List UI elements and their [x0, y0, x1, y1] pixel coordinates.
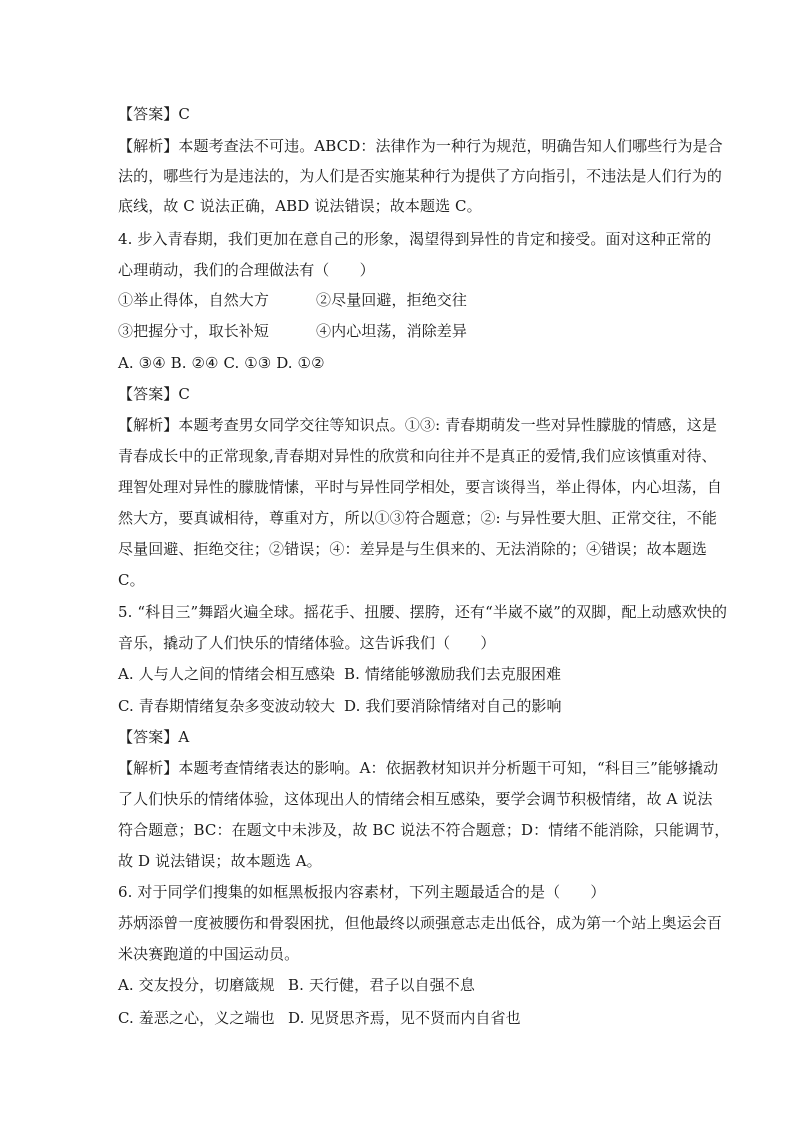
option-item: ④内心坦荡，消除差异: [316, 322, 468, 340]
answer-line: 【答案】A: [118, 728, 190, 746]
option-item: ①举止得体，自然大方: [118, 291, 270, 309]
question-stem: 音乐，撬动了人们快乐的情绪体验。这告诉我们（ ）: [118, 634, 496, 652]
option-row: [118, 290, 269, 310]
analysis-line: 【解析】本题考查法不可违。ABCD：法律作为一种行为规范，明确告知人们哪些行为是合: [118, 137, 723, 155]
option-item: ②尽量回避，拒绝交往: [316, 291, 468, 309]
analysis-line: 法的，哪些行为是违法的，为人们是否实施某种行为提供了方向指引，不违法是人们行为的: [118, 167, 723, 185]
analysis-line: C。: [118, 571, 145, 589]
question-stem: 6. 对于同学们搜集的如框黑板报内容素材，下列主题最适合的是（ ）: [118, 883, 606, 901]
analysis-line: 青春成长中的正常现象,青春期对异性的欣赏和向往并不是真正的爱情,我们应该慎重对待、: [118, 447, 717, 465]
analysis-line: 【解析】本题考查情绪表达的影响。A：依据教材知识并分析题干可知，“科目三”能够撬动: [118, 759, 719, 777]
analysis-line: 然大方，要真诚相待，尊重对方，所以①③符合题意；②: 与异性要大胆、正常交往，不能: [118, 509, 717, 527]
analysis-line: 符合题意；BC：在题文中未涉及，故 BC 说法不符合题意；D：情绪不能消除，只能调节，: [118, 821, 730, 839]
option-item: C. 羞恶之心，义之端也: [118, 1009, 275, 1027]
answer-choices: A. ③④ B. ②④ C. ①③ D. ①②: [118, 354, 325, 372]
answer-line: 【答案】C: [118, 385, 190, 403]
option-item: B. 天行健，君子以自强不息: [288, 976, 475, 994]
question-material: 苏炳添曾一度被腰伤和骨裂困扰，但他最终以顽强意志走出低谷，成为第一个站上奥运会百: [118, 914, 723, 932]
analysis-line: 尽量回避、拒绝交往；②错误；④：差异是与生俱来的、无法消除的；④错误；故本题选: [118, 540, 707, 558]
option-item: D. 见贤思齐焉，见不贤而内自省也: [288, 1009, 521, 1027]
option-item: A. 人与人之间的情绪会相互感染: [118, 665, 335, 683]
analysis-line: 【解析】本题考查男女同学交往等知识点。①③: 青春期萌发一些对异性朦胧的情感，这是: [118, 416, 717, 434]
analysis-line: 底线，故 C 说法正确，ABD 说法错误；故本题选 C。: [118, 197, 482, 215]
question-stem: 5. “科目三”舞蹈火遍全球。摇花手、扭腰、摆胯，还有“半崴不崴”的双脚，配上动感欢快的: [118, 603, 728, 621]
analysis-line: 了人们快乐的情绪体验，这体现出人的情绪会相互感染，要学会调节积极情绪，故 A 说法: [118, 790, 713, 808]
analysis-line: 理智处理对异性的朦胧情愫，平时与异性同学相处，要言谈得当，举止得体，内心坦荡，自: [118, 478, 723, 496]
option-item: ③把握分寸，取长补短: [118, 322, 270, 340]
option-item: A. 交友投分，切磨箴规: [118, 976, 275, 994]
answer-line: 【答案】C: [118, 105, 190, 123]
analysis-line: 故 D 说法错误；故本题选 A。: [118, 852, 322, 870]
option-item: B. 情绪能够激励我们去克服困难: [344, 665, 562, 683]
question-material: 米决赛跑道的中国运动员。: [118, 945, 300, 963]
option-item: C. 青春期情绪复杂多变波动较大: [118, 697, 336, 715]
question-stem: 4. 步入青春期，我们更加在意自己的形象，渴望得到异性的肯定和接受。面对这种正常的: [118, 230, 712, 248]
option-item: D. 我们要消除情绪对自己的影响: [344, 697, 562, 715]
question-stem: 心理萌动，我们的合理做法有（ ）: [118, 261, 375, 279]
